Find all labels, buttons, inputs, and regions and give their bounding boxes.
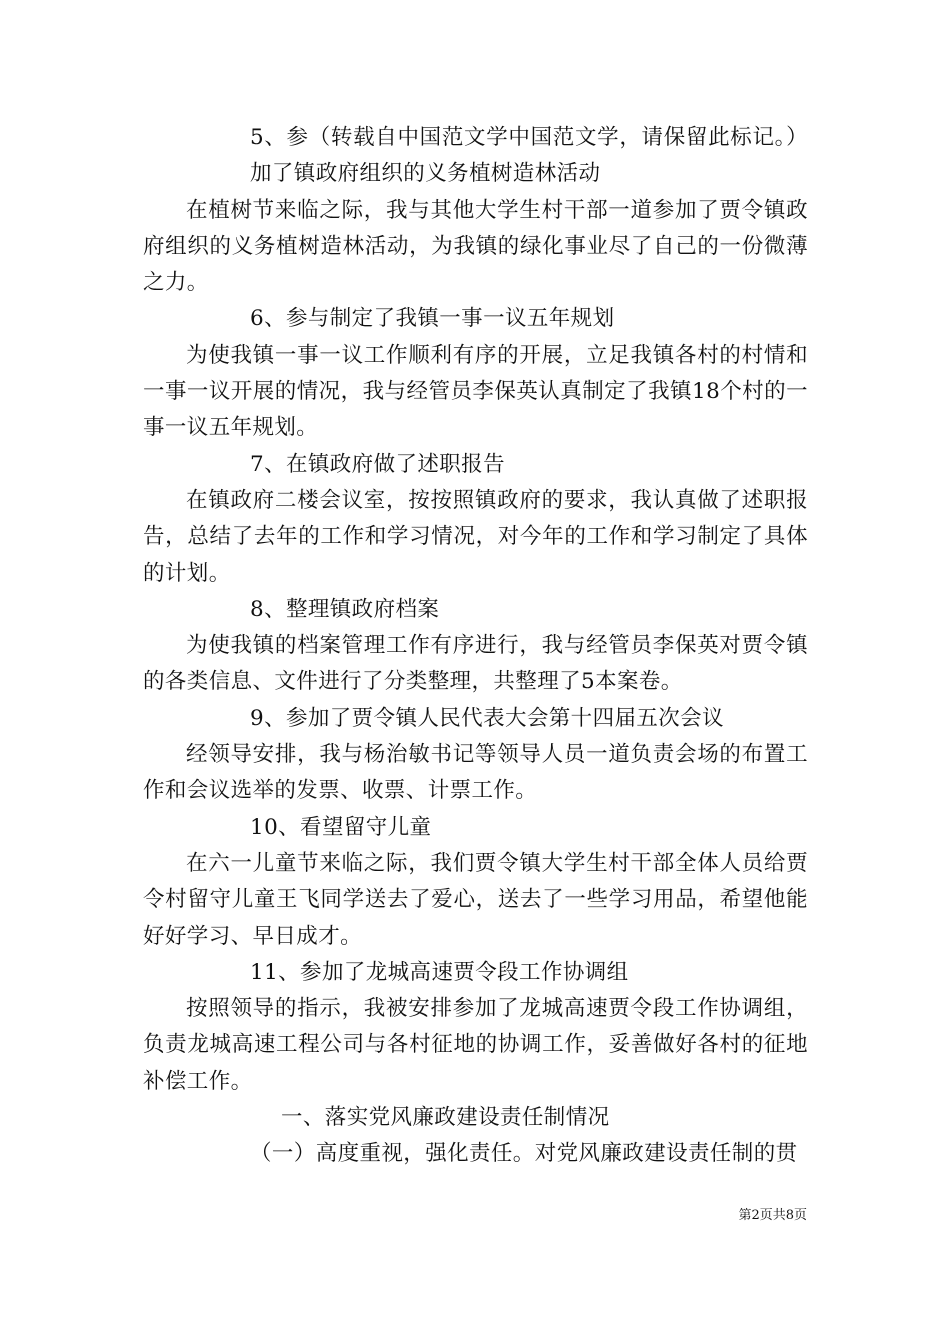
- section-heading-10: 10、看望留守儿童: [250, 814, 432, 840]
- paragraph: 在植树节来临之际，我与其他大学生村干部一道参加了贾令镇政府组织的义务植树造林活动，为我镇的绿化事业尽了自己的一份微薄之力。: [143, 197, 808, 296]
- paragraph: 在镇政府二楼会议室，按按照镇政府的要求，我认真做了述职报告，总结了去年的工作和学习情况，对今年的工作和学习制定了具体的计划。: [143, 487, 808, 586]
- paragraph: 在六一儿童节来临之际，我们贾令镇大学生村干部全体人员给贾令村留守儿童王飞同学送去了爱心，送去了一些学习用品，希望他能好好学习、早日成才。: [143, 850, 808, 949]
- document-body: [143, 120, 808, 1173]
- section-heading-11: 11、参加了龙城高速贾令段工作协调组: [250, 959, 629, 985]
- section-heading-9: 9、参加了贾令镇人民代表大会第十四届五次会议: [250, 705, 724, 731]
- section-heading-7: 7、在镇政府做了述职报告: [250, 451, 505, 477]
- chapter-heading: 一、落实党风廉政建设责任制情况: [281, 1105, 610, 1131]
- paragraph: 为使我镇的档案管理工作有序进行，我与经管员李保英对贾令镇的各类信息、文件进行了分类整理，共整理了5本案卷。: [143, 633, 808, 695]
- page-number: 第2页共8页: [738, 1208, 807, 1223]
- paragraph: 按照领导的指示，我被安排参加了龙城高速贾令段工作协调组，负责龙城高速工程公司与各村征地的协调工作，妥善做好各村的征地补偿工作。: [143, 996, 808, 1094]
- section-heading-8: 8、整理镇政府档案: [250, 596, 440, 622]
- paragraph: 经领导安排，我与杨治敏书记等领导人员一道负责会场的布置工作和会议选举的发票、收票、计票工作。: [143, 742, 808, 804]
- section-heading-5: 5、参（转载自中国范文学中国范文学，请保留此标记。）加了镇政府组织的义务植树造林活动: [250, 125, 808, 187]
- paragraph: 为使我镇一事一议工作顺利有序的开展，立足我镇各村的村情和一事一议开展的情况，我与经管员李保英认真制定了我镇18个村的一事一议五年规划。: [143, 342, 808, 441]
- section-heading-6: 6、参与制定了我镇一事一议五年规划: [250, 306, 615, 332]
- subsection-heading: （一）高度重视，强化责任。对党风廉政建设责任制的贯: [250, 1141, 798, 1167]
